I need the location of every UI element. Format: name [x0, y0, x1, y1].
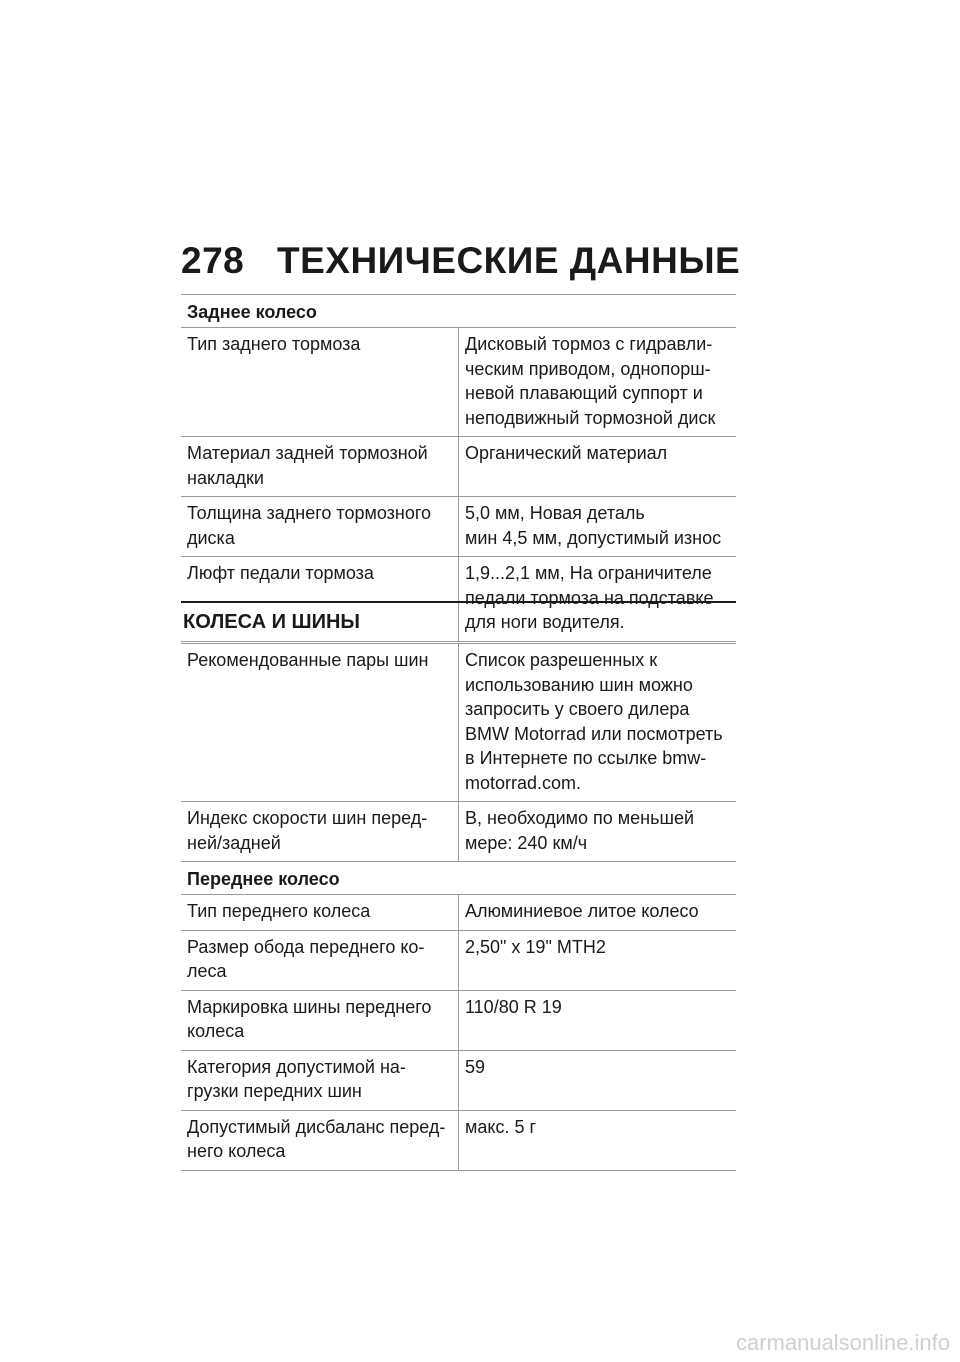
value-cell: Органический материал — [465, 443, 668, 463]
table-row — [181, 802, 736, 862]
value-cell: 5,0 мм, Новая деталь мин 4,5 мм, допустимый износ — [465, 503, 722, 548]
param-cell: Толщина заднего тормозного диска — [181, 497, 459, 556]
value-cell: 1,9...2,1 мм, На ограничителе педали тормоза на подставке для ноги водителя. — [465, 563, 714, 632]
param-cell: Размер обода переднего ко- леса — [181, 931, 459, 990]
rear-wheel-table — [181, 294, 736, 642]
page-header — [181, 240, 740, 282]
watermark-text: carmanualsonline.info — [735, 1330, 950, 1355]
param-cell: Рекомендованные пары шин — [181, 644, 459, 801]
param-cell: Маркировка шины переднего колеса — [181, 991, 459, 1050]
table-row — [181, 1111, 736, 1171]
value-cell: Список разрешенных к использованию шин можно запросить у своего дилера BMW Motorrad или посмотреть в Интернете по ссылке bmw- motorrad.com. — [465, 650, 723, 793]
value-cell: 59 — [465, 1056, 486, 1077]
chapter-title: ТЕХНИЧЕСКИЕ ДАННЫЕ — [277, 240, 741, 281]
front-wheel-title: Переднее колесо — [181, 862, 736, 895]
table-row — [181, 991, 736, 1051]
param-cell: Люфт педали тормоза — [181, 557, 459, 641]
wheels-tires-title: КОЛЕСА И ШИНЫ — [181, 603, 736, 644]
table-row — [181, 1051, 736, 1111]
value-cell: 2,50" x 19" MTH2 — [465, 936, 606, 957]
param-cell: Тип заднего тормоза — [181, 328, 459, 436]
value-cell: Алюминиевое литое колесо — [465, 901, 699, 921]
value-cell: 110/80 R 19 — [465, 996, 562, 1017]
param-cell: Тип переднего колеса — [181, 895, 459, 930]
value-cell: макс. 5 г — [465, 1116, 537, 1137]
value-cell: В, необходимо по меньшей мере: 240 км/ч — [465, 808, 695, 853]
param-cell: Материал задней тормозной накладки — [181, 437, 459, 496]
table-row — [181, 644, 736, 802]
param-cell: Категория допустимой на- грузки передних шин — [181, 1051, 459, 1110]
rear-wheel-title: Заднее колесо — [181, 295, 736, 328]
table-row — [181, 497, 736, 557]
param-cell: Индекс скорости шин перед- ней/задней — [181, 802, 459, 861]
table-row — [181, 437, 736, 497]
page-number: 278 — [181, 240, 245, 281]
wheels-tires-section — [181, 601, 736, 1171]
table-row — [181, 895, 736, 931]
table-row — [181, 931, 736, 991]
value-cell: Дисковый тормоз с гидравли- ческим приводом, однопорш- невой плавающий суппорт и неподвижный тормозной диск — [465, 334, 716, 428]
table-row — [181, 328, 736, 437]
param-cell: Допустимый дисбаланс перед- него колеса — [181, 1111, 459, 1170]
